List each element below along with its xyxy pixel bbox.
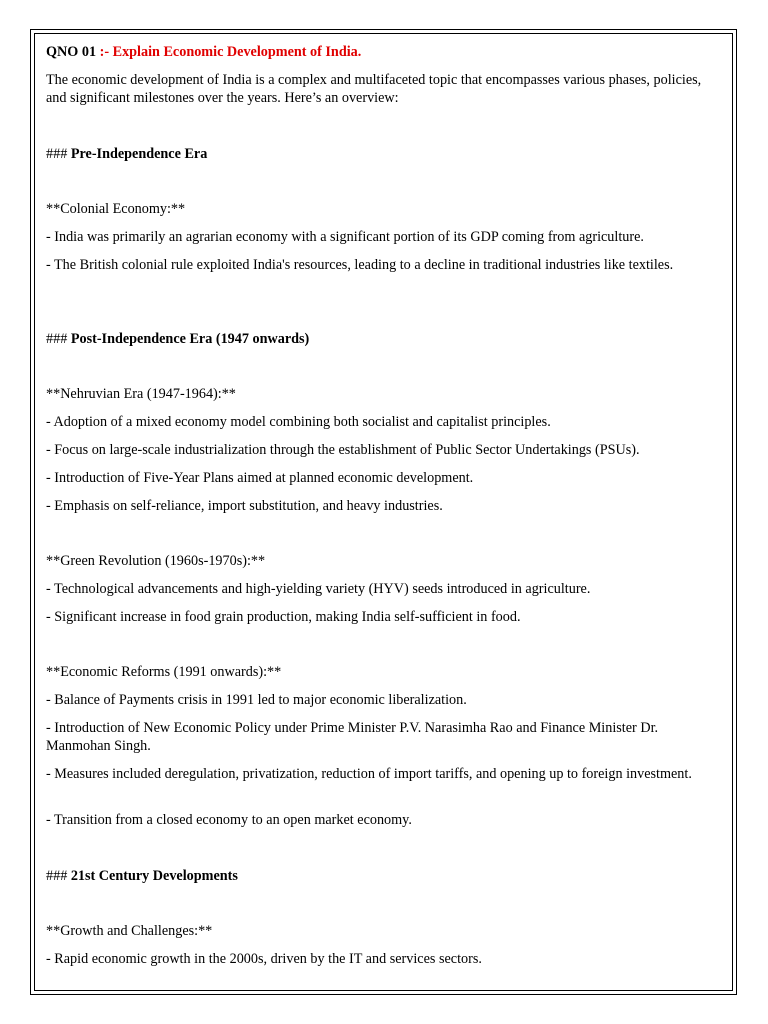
bullet-item: - Technological advancements and high-yielding variety (HYV) seeds introduced in agriculture. xyxy=(46,581,591,597)
question-heading xyxy=(46,43,718,61)
section-heading xyxy=(46,145,718,163)
subsection-title: **Economic Reforms (1991 onwards):** xyxy=(46,664,282,680)
question-title: :- Explain Economic Development of India. xyxy=(96,44,362,60)
bullet-item: - Transition from a closed economy to an open market economy. xyxy=(46,812,412,828)
bullet-item: - Rapid economic growth in the 2000s, driven by the IT and services sectors. xyxy=(46,951,482,967)
bullet-item: - Measures included deregulation, privatization, reduction of import tariffs, and opening up to foreign investment. xyxy=(46,766,692,782)
section-heading-prefix: ### xyxy=(46,331,71,347)
section-heading-prefix: ### xyxy=(46,868,71,884)
bullet-item: - Adoption of a mixed economy model combining both socialist and capitalist principles. xyxy=(46,414,551,430)
intro-paragraph: The economic development of India is a complex and multifaceted topic that encompasses various phases, policies, and significant milestones over the years. Here’s an overview: xyxy=(46,72,702,106)
question-number: QNO 01 xyxy=(46,44,97,60)
section-heading-text: Pre-Independence Era xyxy=(70,146,208,162)
section-heading-prefix: ### xyxy=(46,146,71,162)
bullet-item: - Emphasis on self-reliance, import substitution, and heavy industries. xyxy=(46,498,443,514)
bullet-item: - India was primarily an agrarian economy with a significant portion of its GDP coming from agriculture. xyxy=(46,229,644,245)
bullet-item: - Significant increase in food grain production, making India self-sufficient in food. xyxy=(46,609,521,625)
section-heading-text: Post-Independence Era (1947 onwards) xyxy=(70,331,310,347)
bullet-item: - Introduction of New Economic Policy under Prime Minister P.V. Narasimha Rao and Finance Minister Dr. Manmohan Singh. xyxy=(46,720,659,754)
subsection-title: **Growth and Challenges:** xyxy=(46,923,213,939)
section-heading xyxy=(46,330,718,348)
section-heading-text: 21st Century Developments xyxy=(70,868,238,884)
subsection-title: **Colonial Economy:** xyxy=(46,201,186,217)
subsection-title: **Nehruvian Era (1947-1964):** xyxy=(46,386,236,402)
subsection-title: **Green Revolution (1960s-1970s):** xyxy=(46,553,266,569)
bullet-item: - Focus on large-scale industrialization through the establishment of Public Sector Undertakings (PSUs). xyxy=(46,442,640,458)
bullet-item: - Balance of Payments crisis in 1991 led to major economic liberalization. xyxy=(46,692,467,708)
bullet-item: - The British colonial rule exploited India's resources, leading to a decline in traditional industries like textiles. xyxy=(46,257,674,273)
section-heading xyxy=(46,867,718,885)
bullet-item: - Introduction of Five-Year Plans aimed at planned economic development. xyxy=(46,470,474,486)
